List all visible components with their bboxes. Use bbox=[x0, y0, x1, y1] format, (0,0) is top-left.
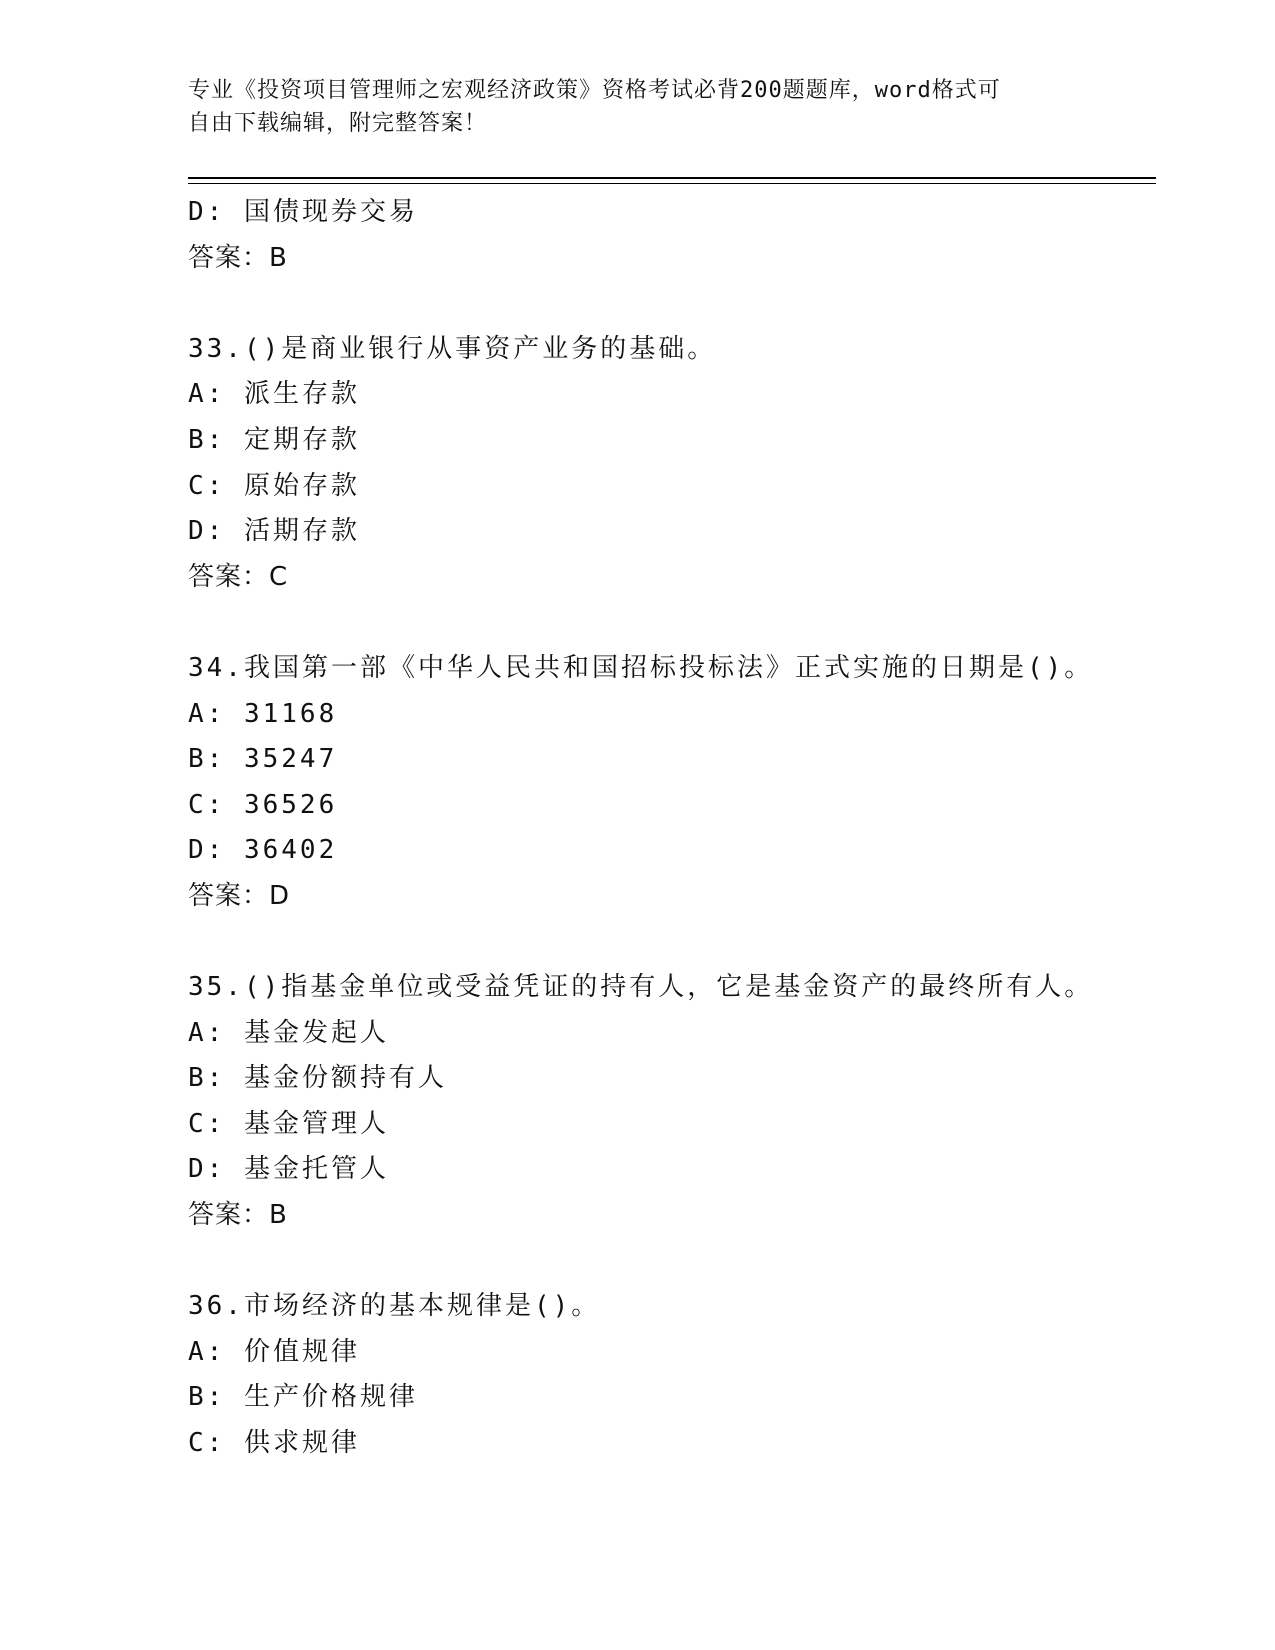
spacer bbox=[188, 1239, 1168, 1285]
question-block-36 bbox=[188, 1284, 1168, 1466]
header-line-2: 自由下载编辑，附完整答案！ bbox=[188, 111, 488, 136]
spacer bbox=[188, 281, 1168, 327]
question-34-option-d: D: 36402 bbox=[188, 835, 338, 866]
question-33-option-c: C: 原始存款 bbox=[188, 470, 360, 501]
header-divider-thin bbox=[188, 183, 1156, 184]
question-33-option-a: A: 派生存款 bbox=[188, 379, 360, 410]
question-36-option-c: C: 供求规律 bbox=[188, 1428, 360, 1459]
spacer bbox=[188, 600, 1168, 646]
document-header bbox=[188, 74, 1068, 140]
question-33: 33.()是商业银行从事资产业务的基础。 bbox=[188, 333, 717, 364]
question-36: 36.市场经济的基本规律是()。 bbox=[188, 1291, 601, 1322]
question-36-option-a: A: 价值规律 bbox=[188, 1336, 360, 1367]
header-divider-thick bbox=[188, 177, 1156, 179]
question-35-option-c: C: 基金管理人 bbox=[188, 1108, 389, 1139]
question-33-answer: 答案：C bbox=[188, 561, 289, 592]
question-35-option-d: D: 基金托管人 bbox=[188, 1154, 389, 1185]
question-35: 35.()指基金单位或受益凭证的持有人，它是基金资产的最终所有人。 bbox=[188, 972, 1094, 1003]
question-block-35 bbox=[188, 965, 1168, 1239]
question-34-option-b: B: 35247 bbox=[188, 744, 338, 775]
previous-option-d: D: 国债现券交易 bbox=[188, 197, 418, 227]
header-line-1: 专业《投资项目管理师之宏观经济政策》资格考试必背200题题库，word格式可 bbox=[188, 78, 1001, 103]
question-34-answer: 答案：D bbox=[188, 880, 291, 911]
question-34-option-a: A: 31168 bbox=[188, 698, 338, 729]
question-35-answer: 答案：B bbox=[188, 1200, 288, 1231]
spacer bbox=[188, 920, 1168, 966]
question-list bbox=[188, 190, 1168, 1467]
previous-answer: 答案：B bbox=[188, 242, 288, 273]
question-36-option-b: B: 生产价格规律 bbox=[188, 1382, 418, 1413]
question-33-option-d: D: 活期存款 bbox=[188, 516, 360, 547]
question-35-option-a: A: 基金发起人 bbox=[188, 1017, 389, 1048]
question-34: 34.我国第一部《中华人民共和国招标投标法》正式实施的日期是()。 bbox=[188, 652, 1094, 683]
question-block-34 bbox=[188, 646, 1168, 920]
question-block-33 bbox=[188, 327, 1168, 601]
question-35-option-b: B: 基金份额持有人 bbox=[188, 1063, 447, 1094]
question-33-option-b: B: 定期存款 bbox=[188, 424, 360, 455]
question-34-option-c: C: 36526 bbox=[188, 789, 338, 820]
